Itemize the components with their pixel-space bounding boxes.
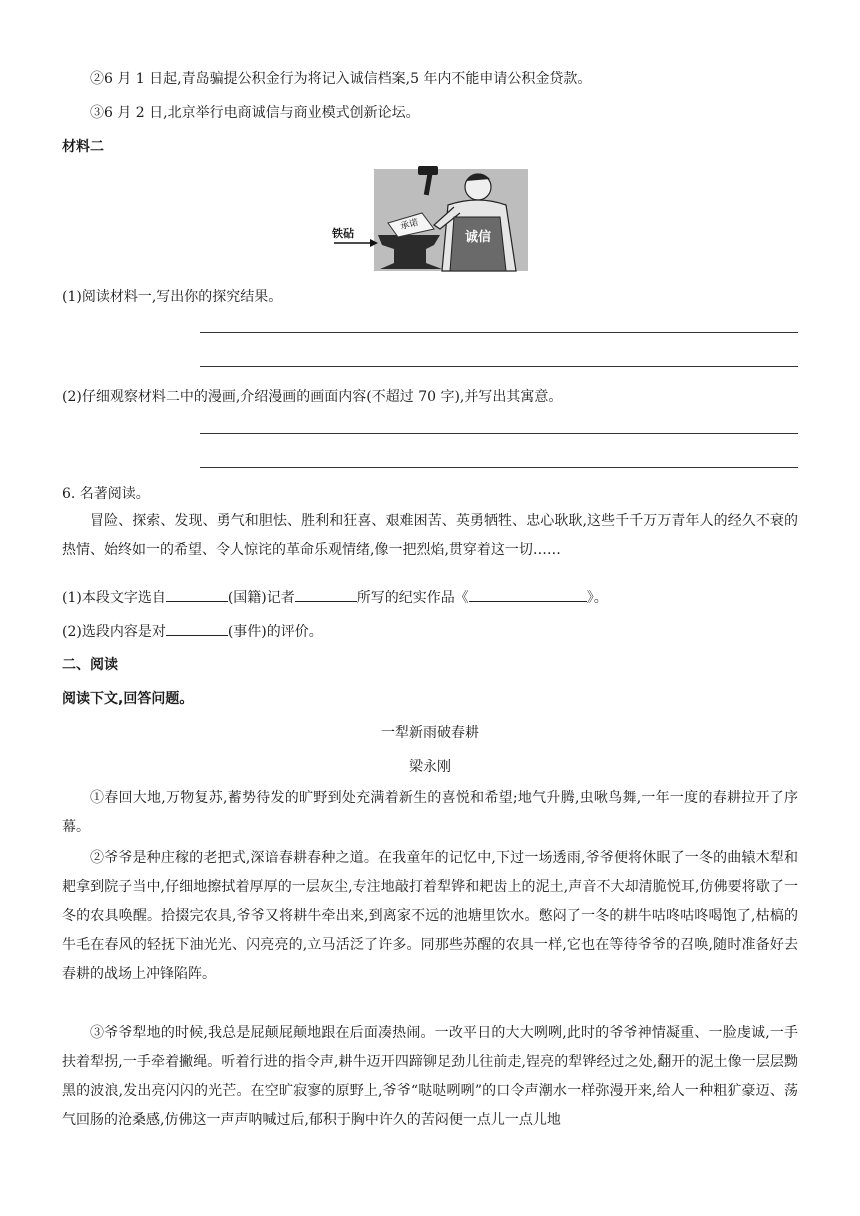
blank-book-title[interactable] bbox=[469, 587, 587, 602]
anvil-label: 铁砧 bbox=[332, 227, 354, 240]
question-6-heading: 6. 名著阅读。 bbox=[62, 486, 150, 502]
article-author: 梁永刚 bbox=[409, 759, 451, 775]
answer-line-q1-1[interactable] bbox=[200, 332, 798, 333]
promise-paper-text: 承诺 bbox=[399, 217, 420, 233]
material1-item-2: ②6 月 1 日起,青岛骗提公积金行为将记入诚信档案,5 年内不能申请公积金贷款。 bbox=[90, 71, 592, 87]
answer-line-q1-2[interactable] bbox=[200, 366, 798, 367]
hammer-head bbox=[418, 166, 438, 175]
sub1-text-c: 所写的纪实作品《 bbox=[356, 590, 469, 606]
article-paragraph-1: ①春回大地,万物复苏,蓄势待发的旷野到处充满着新生的喜悦和希望;地气升腾,虫啾鸟舞,一年一度的春耕拉开了序幕。 bbox=[62, 790, 798, 835]
blank-event[interactable] bbox=[166, 621, 228, 636]
blank-journalist[interactable] bbox=[295, 587, 357, 602]
sub-question-2 bbox=[62, 621, 798, 642]
sub2-text-b: (事件)的评价。 bbox=[227, 624, 323, 640]
sub-question-1 bbox=[62, 587, 798, 608]
section-2-heading: 二、阅读 bbox=[62, 657, 118, 673]
question-1: (1)阅读材料一,写出你的探究结果。 bbox=[62, 289, 283, 305]
article-paragraph-3: ③爷爷犁地的时候,我总是屁颠屁颠地跟在后面凑热闹。一改平日的大大咧咧,此时的爷爷神情凝重、一脸虔诚,一手扶着犁拐,一手牵着撇绳。听着行进的指令声,耕牛迈开四蹄铆足劲儿往前走,锃亮的犁铧经过之处,翻开的泥土像一层层黝黑的波浪,发出亮闪闪的光芒。在空旷寂寥的原野上,爷爷“哒哒咧咧”的口令声潮水一样弥漫开来,给人一种粗犷豪迈、荡气回肠的沧桑感,仿佛这一声声呐喊过后,郁积于胸中许久的苦闷便一点儿一点儿地 bbox=[62, 1025, 798, 1128]
material2-heading: 材料二 bbox=[62, 139, 104, 155]
sub2-text-a: (2)选段内容是对 bbox=[62, 624, 166, 640]
apron-text: 诚信 bbox=[464, 230, 492, 245]
sub1-text-d: 》。 bbox=[586, 590, 608, 606]
blank-nationality[interactable] bbox=[166, 587, 228, 602]
material1-item-3: ③6 月 2 日,北京举行电商诚信与商业模式创新论坛。 bbox=[90, 105, 420, 121]
question-2: (2)仔细观察材料二中的漫画,介绍漫画的画面内容(不超过 70 字),并写出其寓意。 bbox=[62, 389, 563, 405]
answer-line-q2-2[interactable] bbox=[200, 467, 798, 468]
sub1-text-b: (国籍)记者 bbox=[227, 590, 295, 606]
article-paragraph-2: ②爷爷是种庄稼的老把式,深谙春耕春种之道。在我童年的记忆中,下过一场透雨,爷爷便将休眠了一冬的曲辕木犁和耙拿到院子当中,仔细地擦拭着厚厚的一层灰尘,专注地敲打着犁铧和耙齿上的泥土,声音不大却清脆悦耳,仿佛要将歇了一冬的农具唤醒。拾掇完农具,爷爷又将耕牛牵出来,到离家不远的池塘里饮水。憋闷了一冬的耕牛咕咚咕咚喝饱了,枯槁的牛毛在春风的轻抚下油光光、闪亮亮的,立马活泛了许多。同那些苏醒的农具一样,它也在等待爷爷的召唤,随时准备好去春耕的战场上冲锋陷阵。 bbox=[62, 850, 798, 982]
cartoon-illustration bbox=[330, 165, 530, 273]
sub1-text-a: (1)本段文字选自 bbox=[62, 590, 166, 606]
article-title: 一犁新雨破春耕 bbox=[381, 725, 479, 741]
reading-instruction: 阅读下文,回答问题。 bbox=[62, 691, 194, 707]
excerpt-paragraph: 冒险、探索、发现、勇气和胆怯、胜利和狂喜、艰难困苦、英勇牺牲、忠心耿耿,这些千千万万青年人的经久不衰的热情、始终如一的希望、令人惊诧的革命乐观情绪,像一把烈焰,贯穿着这一切…… bbox=[62, 513, 798, 558]
answer-line-q2-1[interactable] bbox=[200, 433, 798, 434]
